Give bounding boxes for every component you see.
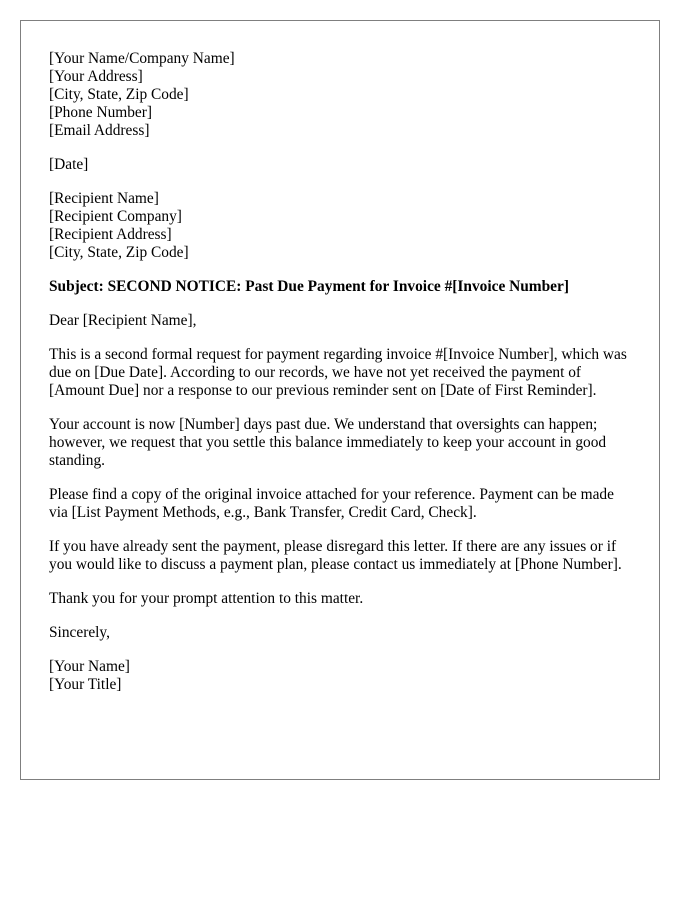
body-paragraph-4: If you have already sent the payment, please disregard this letter. If there are any issues or if you would like to discuss a payment plan, please contact us immediately at [Phone Number].: [49, 538, 622, 573]
subject-line: Subject: SECOND NOTICE: Past Due Payment for Invoice #[Invoice Number]: [49, 278, 569, 295]
date-line: [49, 156, 631, 174]
recipient-block: [49, 190, 631, 262]
body-paragraph-5: Thank you for your prompt attention to this matter.: [49, 590, 364, 607]
recipient-name: [Recipient Name]: [49, 190, 159, 207]
body-paragraph-3: Please find a copy of the original invoice attached for your reference. Payment can be made via [List Payment Methods, e.g., Bank Transfer, Credit Card, Check].: [49, 486, 614, 521]
signature-title: [Your Title]: [49, 676, 122, 693]
sender-block: [49, 50, 631, 140]
closing: Sincerely,: [49, 624, 110, 641]
body-paragraph-2: Your account is now [Number] days past due. We understand that oversights can happen; however, we request that you settle this balance immediately to keep your account in good standing.: [49, 416, 607, 469]
recipient-address: [Recipient Address]: [49, 226, 172, 243]
recipient-company: [Recipient Company]: [49, 208, 182, 225]
sender-city-state-zip: [City, State, Zip Code]: [49, 86, 189, 103]
letter-date: [Date]: [49, 156, 89, 173]
sender-email: [Email Address]: [49, 122, 150, 139]
body-paragraph-1: This is a second formal request for payment regarding invoice #[Invoice Number], which was due on [Due Date]. According to our records, we have not yet received the payment of [Amount Due] nor a response to our previous reminder sent on [Date of First Reminder].: [49, 346, 627, 399]
sender-name: [Your Name/Company Name]: [49, 50, 235, 67]
sender-address: [Your Address]: [49, 68, 143, 85]
signature-block: [49, 658, 631, 694]
salutation: Dear [Recipient Name],: [49, 312, 197, 329]
sender-phone: [Phone Number]: [49, 104, 153, 121]
recipient-city-state-zip: [City, State, Zip Code]: [49, 244, 189, 261]
signature-name: [Your Name]: [49, 658, 130, 675]
letter-page: [20, 20, 660, 780]
